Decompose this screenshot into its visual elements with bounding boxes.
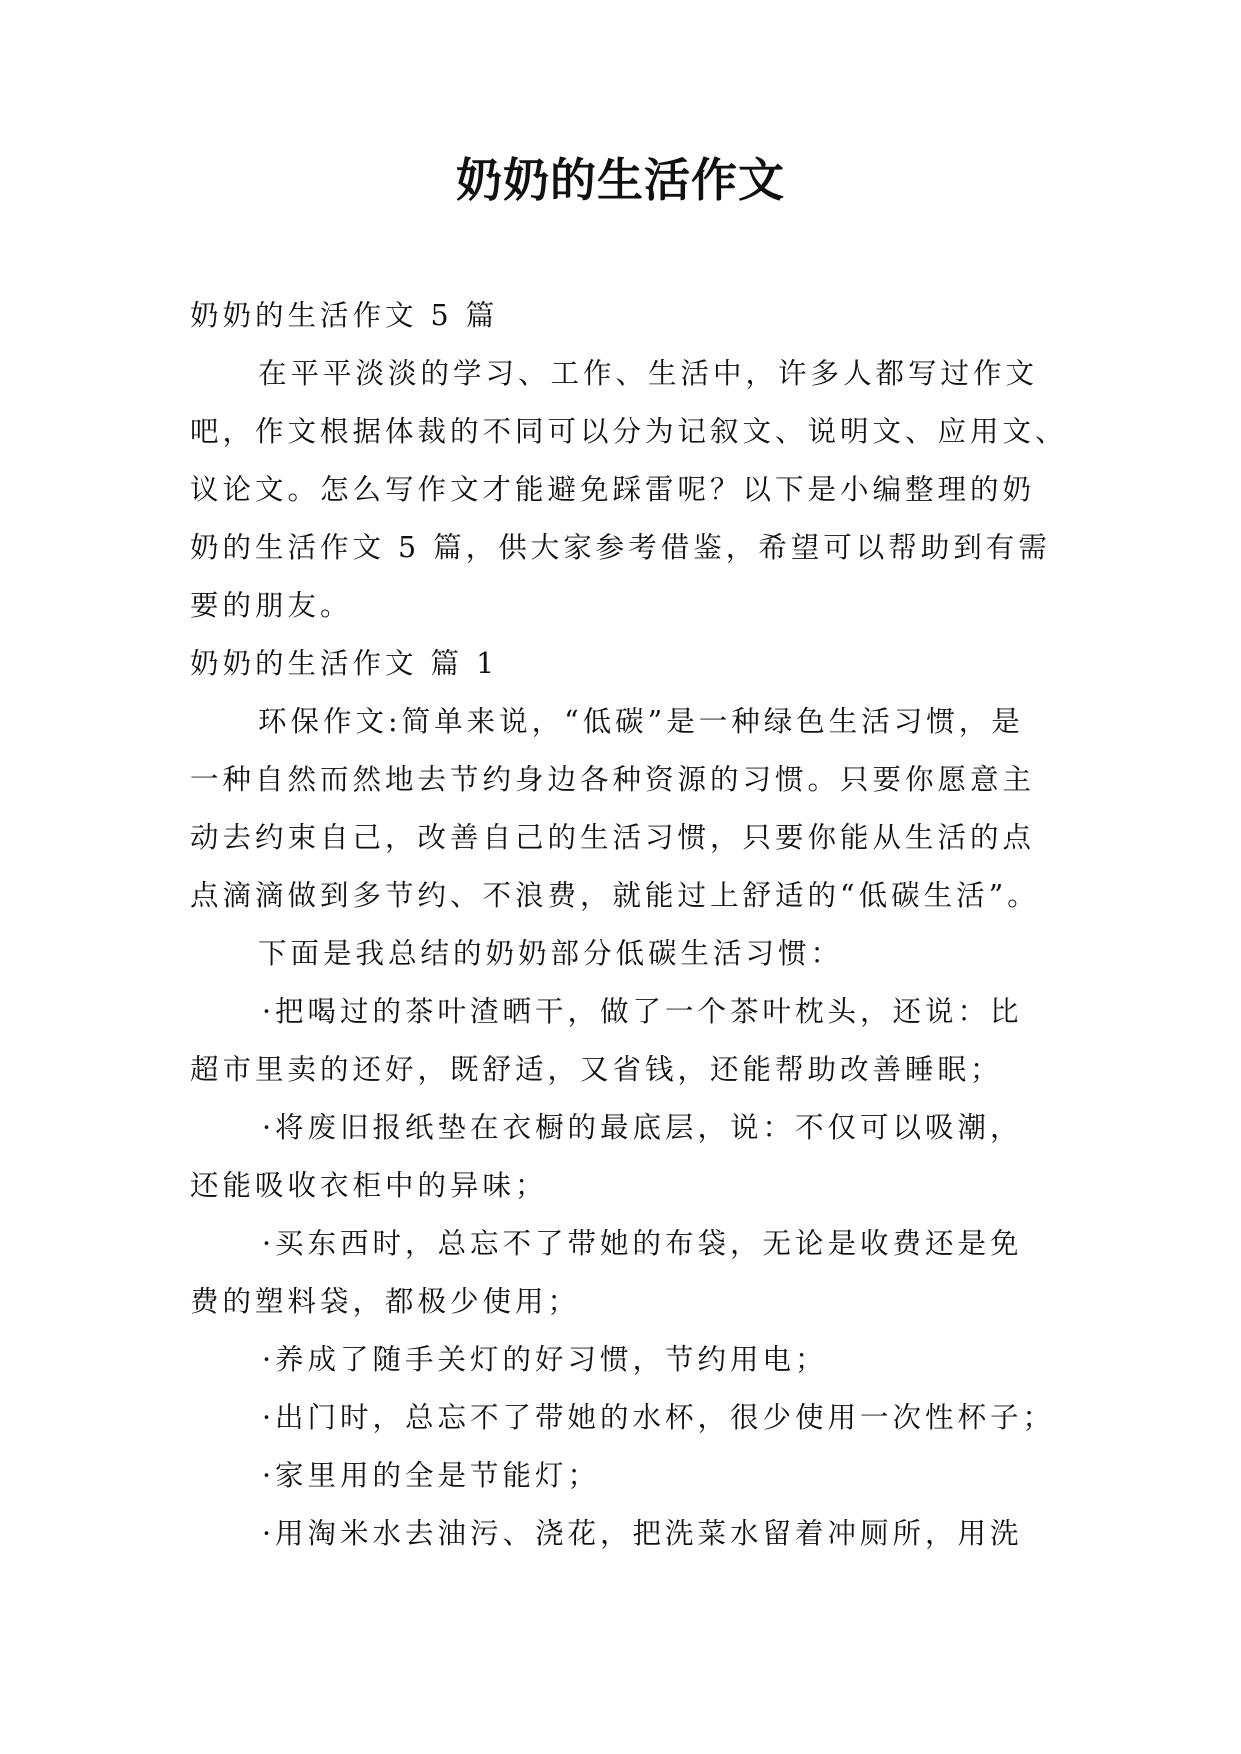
- bullet-line: ·养成了随手关灯的好习惯，节约用电；: [262, 1343, 828, 1376]
- paragraph-line: 下面是我总结的奶奶部分低碳生活习惯：: [258, 937, 844, 970]
- paragraph-line: 还能吸收衣柜中的异味；: [190, 1169, 548, 1202]
- paragraph-line: 超市里卖的还好，既舒适，又省钱，还能帮助改善睡眠；: [190, 1053, 1003, 1086]
- paragraph-line: 费的塑料袋，都极少使用；: [190, 1285, 581, 1318]
- paragraph-line: 议论文。怎么写作文才能避免踩雷呢？以下是小编整理的奶: [190, 473, 1036, 506]
- bullet-line: ·出门时，总忘不了带她的水杯，很少使用一次性杯子；: [262, 1401, 1056, 1434]
- paragraph-line: 点滴滴做到多节约、不浪费，就能过上舒适的“低碳生活”。: [190, 879, 1040, 912]
- document-title: 奶奶的生活作文: [456, 153, 785, 207]
- bullet-line: ·用淘米水去油污、浇花，把洗菜水留着冲厕所，用洗: [262, 1517, 1023, 1550]
- paragraph-line: 吧，作文根据体裁的不同可以分为记叙文、说明文、应用文、: [190, 415, 1068, 448]
- paragraph-line: 环保作文:简单来说，“低碳”是一种绿色生活习惯，是: [258, 705, 1024, 738]
- paragraph-line: 奶的生活作文 5 篇，供大家参考借鉴，希望可以帮助到有需: [190, 531, 1051, 564]
- subtitle-line: 奶奶的生活作文 5 篇: [190, 299, 499, 332]
- paragraph-line: 在平平淡淡的学习、工作、生活中，许多人都写过作文: [258, 357, 1039, 390]
- bullet-line: ·将废旧报纸垫在衣橱的最底层，说：不仅可以吸潮，: [262, 1111, 1023, 1144]
- bullet-line: ·买东西时，总忘不了带她的布袋，无论是收费还是免: [262, 1227, 1023, 1260]
- bullet-line: ·家里用的全是节能灯；: [262, 1459, 601, 1492]
- paragraph-line: 要的朋友。: [190, 589, 353, 622]
- paragraph-line: 一种自然而然地去节约身边各种资源的习惯。只要你愿意主: [190, 763, 1036, 796]
- bullet-line: ·把喝过的茶叶渣晒干，做了一个茶叶枕头，还说：比: [262, 995, 1023, 1028]
- section-heading: 奶奶的生活作文 篇 1: [190, 647, 499, 680]
- paragraph-line: 动去约束自己，改善自己的生活习惯，只要你能从生活的点: [190, 821, 1036, 854]
- document-body: [190, 287, 1070, 1563]
